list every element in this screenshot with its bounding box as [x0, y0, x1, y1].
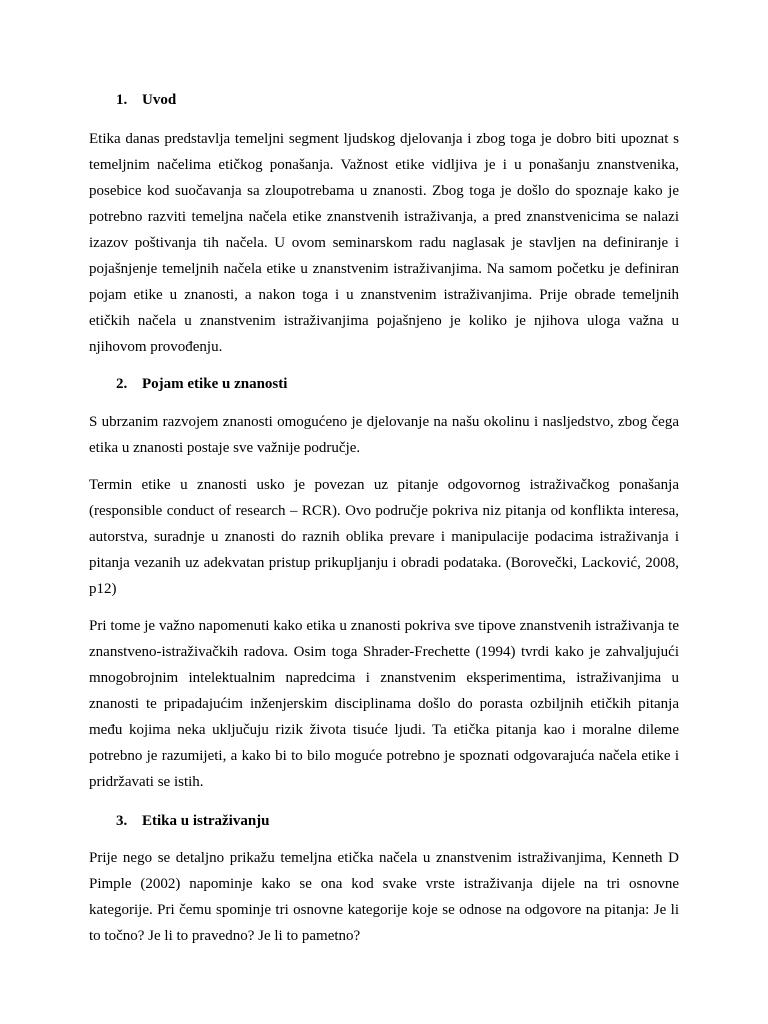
document-body [89, 88, 679, 949]
section-title: Etika u istraživanju [142, 813, 270, 829]
paragraph: S ubrzanim razvojem znanosti omogućeno je djelovanje na našu okolinu i nasljedstvo, zbog čega etika u znanosti postaje sve važnije područje. [89, 414, 679, 456]
section-title: Uvod [142, 92, 177, 108]
section-number: 2. [116, 376, 128, 392]
paragraph: Prije nego se detaljno prikažu temeljna etička načela u znanstvenim istraživanjima, Kenneth D Pimple (2002) napominje kako se ona kod svake vrste istraživanja dijele na tri osnovne kategorije. Pri čemu spominje tri osnovne kategorije koje se odnose na odgovore na pitanja: Je li to točno? Je li to pravedno? Je li to pametno? [89, 850, 679, 944]
section-number: 1. [116, 92, 128, 108]
section-title: Pojam etike u znanosti [142, 376, 288, 392]
paragraph: Termin etike u znanosti usko je povezan uz pitanje odgovornog istraživačkog ponašanja (responsible conduct of research – RCR). Ovo područje pokriva niz pitanja od konflikta interesa, autorstva, suradnje u znanosti do raznih oblika prevare i manipulacije podacima istraživanja i pitanja vezanih uz adekvatan pristup prikupljanju i obradi podataka. (Borovečki, Lacković, 2008, p12) [89, 477, 679, 597]
paragraph: Pri tome je važno napomenuti kako etika u znanosti pokriva sve tipove znanstvenih istraživanja te znanstveno-istraživačkih radova. Osim toga Shrader-Frechette (1994) tvrdi kako je zahvaljujući mnogobrojnim intelektualnim napredcima i znanstvenim eksperimentima, istraživanjima u znanosti te pripadajućim inženjerskim disciplinama došlo do porasta ozbiljnih etičkih pitanja među kojima neka uključuju rizik života tisuće ljudi. Ta etička pitanja kao i moralne dileme potrebno je razumijeti, a kako bi to bilo moguće potrebno je spoznati odgovarajuća načela etike i pridržavati se istih. [89, 618, 679, 790]
paragraph: Etika danas predstavlja temeljni segment ljudskog djelovanja i zbog toga je dobro biti upoznat s temeljnim načelima etičkog ponašanja. Važnost etike vidljiva je i u ponašanju znanstvenika, posebice kod suočavanja sa zloupotrebama u znanosti. Zbog toga je došlo do spoznaje kako je potrebno razviti temeljna načela etike znanstvenih istraživanja, a pred znanstvenicima se nalazi izazov poštivanja tih načela. U ovom seminarskom radu naglasak je stavljen na definiranje i pojašnjenje temeljnih načela etike u znanstvenim istraživanjima. Na samom početku je definiran pojam etike u znanosti, a nakon toga i u znanstvenim istraživanjima. Prije obrade temeljnih etičkih načela u znanstvenim istraživanjima pojašnjeno je koliko je njihova uloga važna u njihovom provođenju. [89, 131, 679, 355]
section-heading-uvod [89, 88, 679, 112]
section-heading-etika-u-istrazivanju [89, 809, 679, 833]
section-number: 3. [116, 813, 128, 829]
section-heading-pojam-etike [89, 372, 679, 396]
